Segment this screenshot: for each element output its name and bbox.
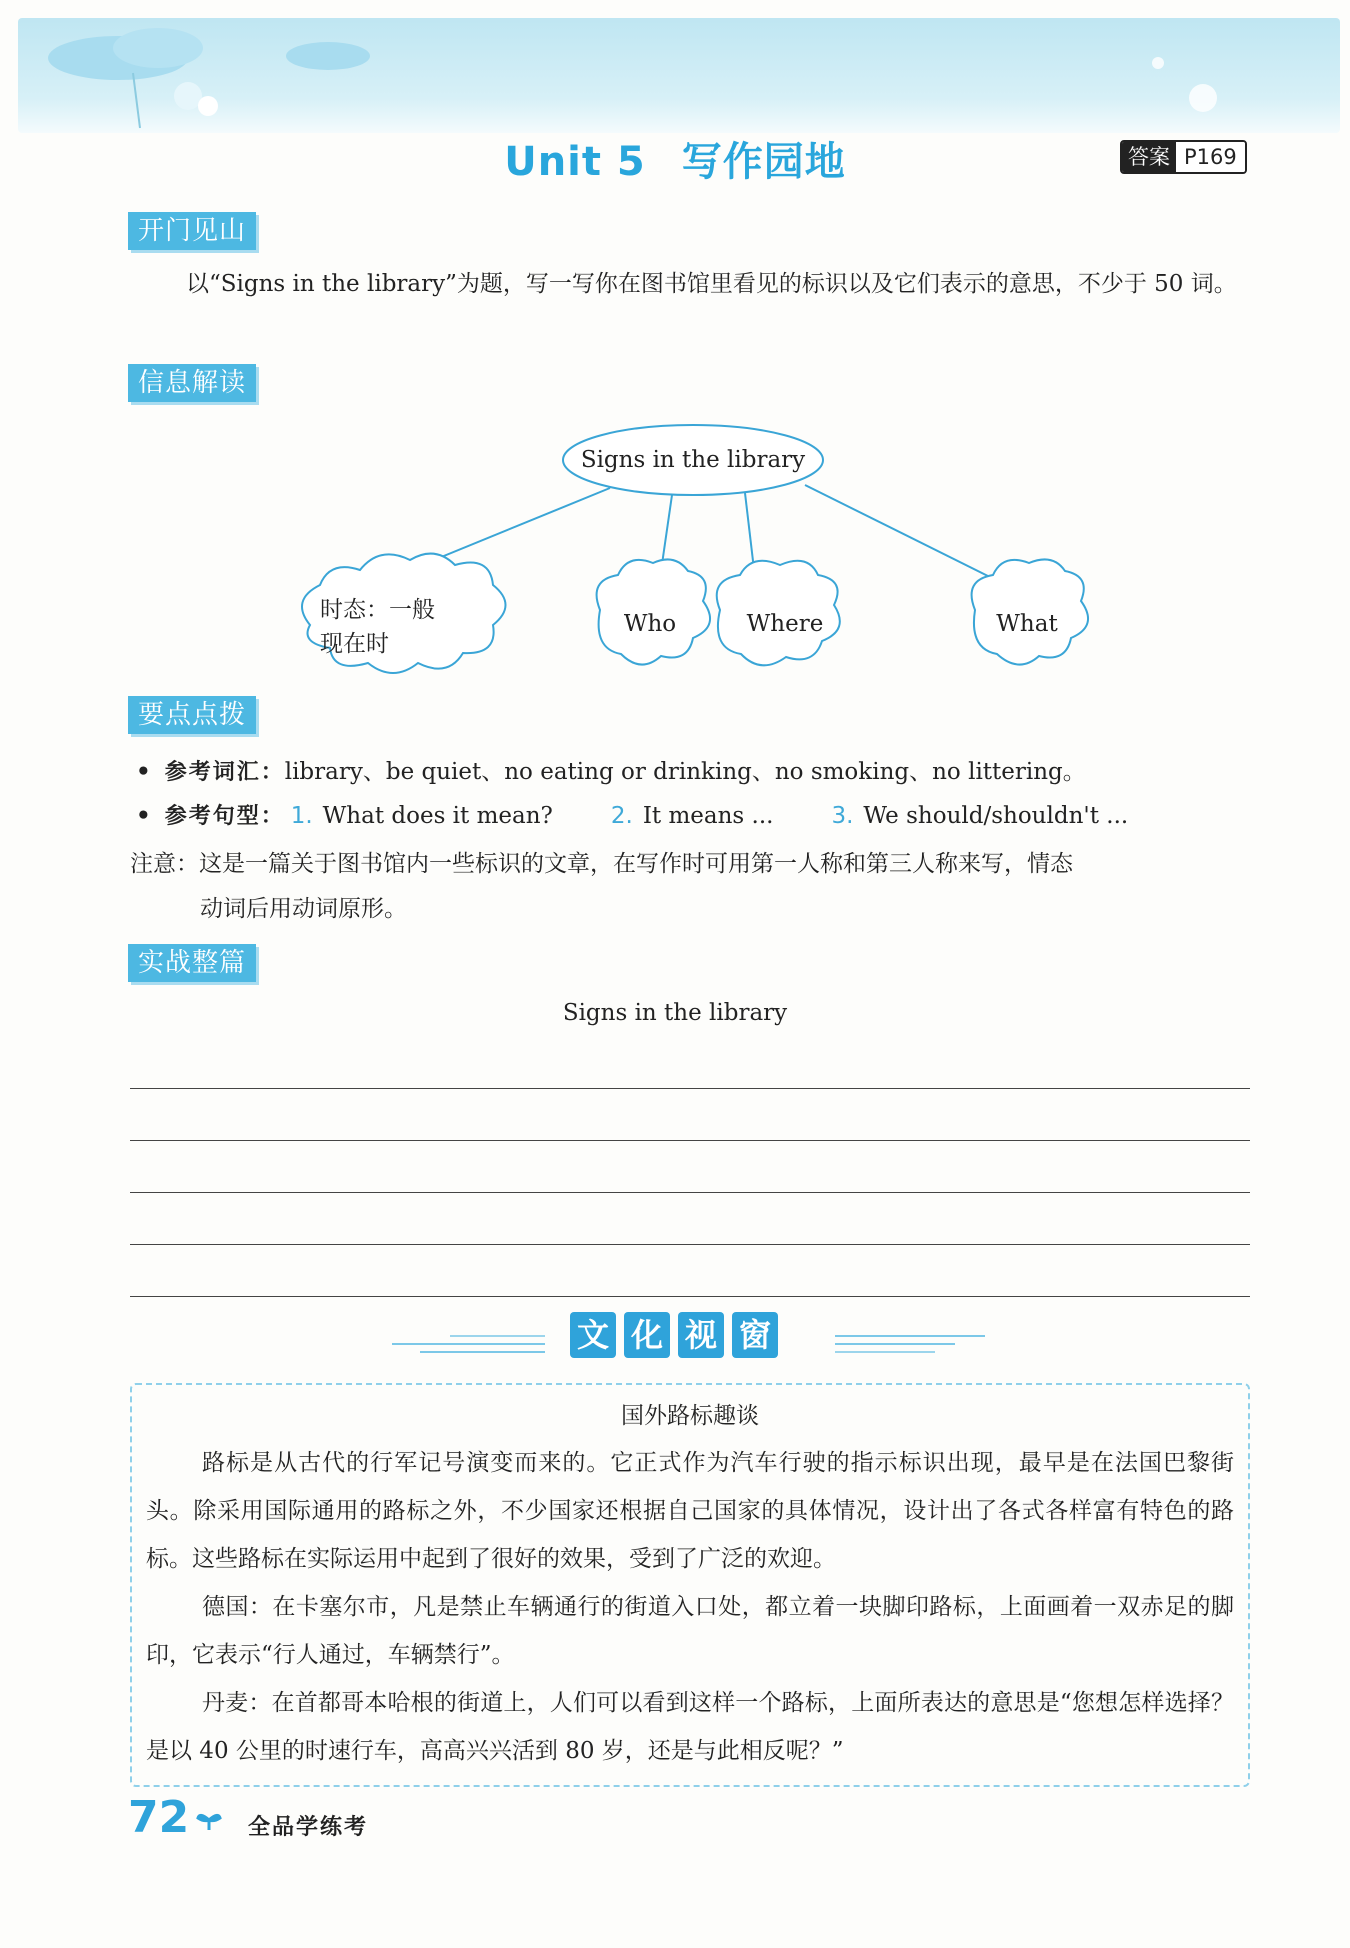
- writing-line[interactable]: [130, 1192, 1250, 1193]
- header-banner: [18, 18, 1340, 133]
- culture-title-chars: [570, 1312, 778, 1358]
- culture-paragraph-3: 丹麦：在首都哥本哈根的街道上，人们可以看到这样一个路标，上面所表达的意思是“您想怎样选择？是以 40 公里的时速行车，高高兴兴活到 80 岁，还是与此相反呢？”: [146, 1690, 1234, 1764]
- mind-map-tense-line1: 时态：一般: [320, 597, 435, 623]
- sentence-2-num: 2.: [610, 803, 633, 829]
- answer-page: P169: [1176, 142, 1245, 172]
- culture-char: 视: [678, 1312, 724, 1358]
- page-number: 72: [128, 1792, 190, 1843]
- sentence-2: It means ...: [642, 803, 774, 829]
- mind-map-center-text: Signs in the library: [580, 447, 806, 473]
- culture-box: [130, 1383, 1250, 1787]
- prompt-text: 以“Signs in the library”为题，写一写你在图书馆里看见的标识以及它们表示的意思，不少于 50 词。: [186, 271, 1237, 297]
- culture-char: 化: [624, 1312, 670, 1358]
- section-tag-writing: 实战整篇: [128, 944, 256, 982]
- brand-name: 全品学练考: [248, 1815, 369, 1840]
- sentence-1: What does it mean?: [322, 803, 553, 829]
- unit-label: Unit 5: [504, 139, 646, 185]
- answer-page-ref: [1120, 140, 1247, 174]
- culture-article-title: 国外路标趣谈: [621, 1403, 759, 1429]
- note-line-2: 动词后用动词原形。: [200, 896, 407, 922]
- banner-decoration: [18, 18, 1340, 133]
- sentence-bullet: • 参考句型： 1. What does it mean? 2. It means ... 3. We should/shouldn't ...: [136, 803, 1129, 829]
- mind-map-where: Where: [746, 611, 824, 637]
- mind-map-who: Who: [623, 611, 677, 637]
- sentence-1-num: 1.: [290, 803, 313, 829]
- sentence-3-num: 3.: [831, 803, 854, 829]
- sentence-3: We should/shouldn't ...: [863, 803, 1129, 829]
- mind-map-what: What: [996, 611, 1058, 637]
- culture-header: [0, 1312, 1350, 1372]
- writing-line[interactable]: [130, 1088, 1250, 1089]
- section-tag-tips: 要点点拨: [128, 696, 256, 734]
- writing-line[interactable]: [130, 1296, 1250, 1297]
- sentence-label: 参考句型：: [164, 804, 285, 829]
- essay-title: Signs in the library: [562, 1000, 788, 1026]
- section-tag-intro: 开门见山: [128, 212, 256, 250]
- note-line-1: 注意：这是一篇关于图书馆内一些标识的文章，在写作时可用第一人称和第三人称来写，情态: [130, 851, 1073, 877]
- culture-char: 窗: [732, 1312, 778, 1358]
- mind-map: [280, 415, 1100, 685]
- vocab-label: 参考词汇：: [164, 760, 285, 785]
- culture-char: 文: [570, 1312, 616, 1358]
- culture-paragraph-1: 路标是从古代的行军记号演变而来的。它正式作为汽车行驶的指示标识出现，最早是在法国巴黎街头。除采用国际通用的路标之外，不少国家还根据自己国家的具体情况，设计出了各式各样富有特色的路标。这些路标在实际运用中起到了很好的效果，受到了广泛的欢迎。: [146, 1450, 1234, 1572]
- section-tag-info: 信息解读: [128, 364, 256, 402]
- writing-line[interactable]: [130, 1140, 1250, 1141]
- leaf-icon: [196, 1810, 222, 1832]
- vocab-text: library、be quiet、no eating or drinking、no smoking、no littering。: [284, 759, 1086, 785]
- mind-map-tense-line2: 现在时: [320, 631, 389, 657]
- answer-label: 答案: [1122, 142, 1176, 172]
- culture-paragraph-2: 德国：在卡塞尔市，凡是禁止车辆通行的街道入口处，都立着一块脚印路标，上面画着一双赤足的脚印，它表示“行人通过，车辆禁行”。: [146, 1594, 1234, 1668]
- writing-line[interactable]: [130, 1244, 1250, 1245]
- vocab-bullet: • 参考词汇：library、be quiet、no eating or drinking、no smoking、no littering。: [136, 759, 1086, 785]
- title-label: 写作园地: [681, 139, 846, 185]
